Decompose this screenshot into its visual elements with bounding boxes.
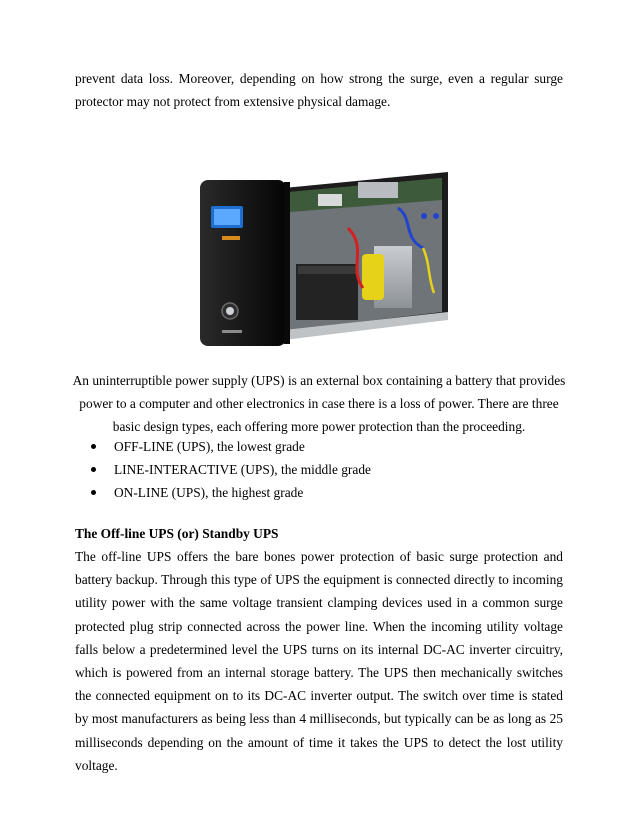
list-item — [75, 458, 563, 481]
list-item-text: OFF-LINE (UPS), the lowest grade — [114, 439, 305, 454]
ups-device-photo-icon — [198, 168, 452, 354]
section-paragraph: The off-line UPS offers the bare bones power protection of basic surge protection and battery backup. Through this type of UPS the equipment is connected directly to incoming utility power with the same voltage transient clamping devices used in a common surge protected plug strip connected across the power line. When the incoming utility voltage falls below a predetermined level the UPS turns on its internal DC-AC inverter circuitry, which is powered from an internal storage battery. The UPS then mechanically switches the connected equipment on to its DC-AC inverter output. The switch over time is stated by most manufacturers as being less than 4 milliseconds, but typically can be as long as 25 milliseconds depending on the amount of time it takes the UPS to detect the lost utility voltage. — [75, 549, 563, 773]
bullet-icon — [91, 467, 96, 472]
list-item — [75, 481, 563, 504]
ups-figure — [198, 168, 452, 354]
intro-paragraph: prevent data loss. Moreover, depending on how strong the surge, even a regular surge protector may not protect from extensive physical damage. — [75, 71, 563, 110]
list-item-text: LINE-INTERACTIVE (UPS), the middle grade — [114, 462, 371, 478]
bullet-icon — [91, 444, 96, 449]
list-item — [75, 435, 563, 458]
section-heading: The Off-line UPS (or) Standby UPS — [75, 526, 279, 541]
bullet-icon — [91, 490, 96, 495]
figure-caption: An uninterruptible power supply (UPS) is an external box containing a battery that provides power to a computer and other electronics in case there is a loss of power. There are three basic design types, each offering more power protection than the proceeding. — [72, 373, 566, 435]
ups-types-list — [75, 435, 563, 505]
list-item-text: ON-LINE (UPS), the highest grade — [114, 485, 304, 501]
